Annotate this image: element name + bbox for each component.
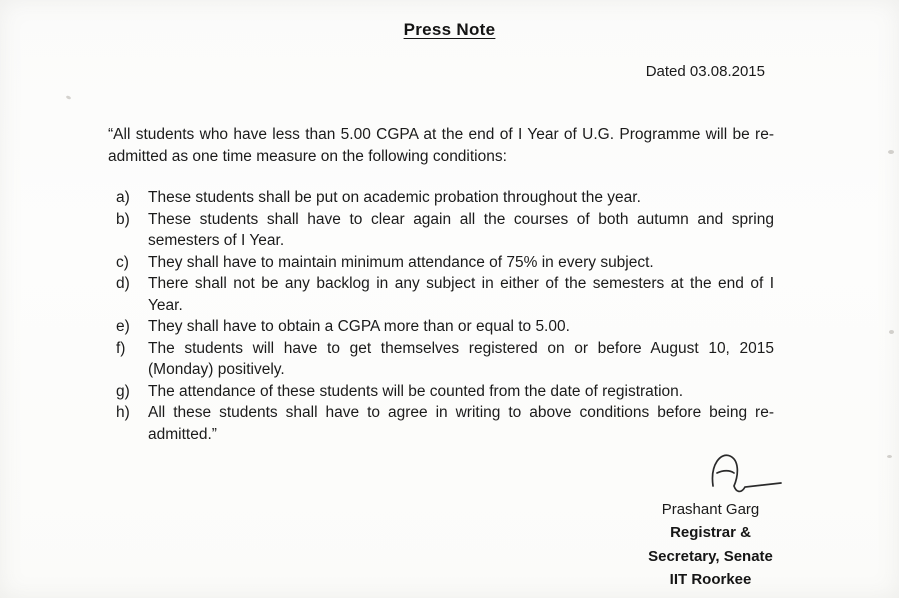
list-item (116, 273, 774, 316)
list-item-text: All these students shall have to agree in writing to above conditions before being re-admitted.” (148, 404, 774, 443)
handwritten-signature-icon (703, 448, 789, 496)
list-item-text: There shall not be any backlog in any subject in either of the semesters at the end of I Year. (148, 275, 774, 314)
list-item (116, 402, 774, 445)
signatory-name: Prashant Garg (661, 501, 760, 518)
list-item-label: a) (116, 189, 130, 206)
list-item (116, 338, 774, 381)
list-item-label: f) (116, 339, 126, 357)
list-item-text: The students will have to get themselves registered on or before August 10, 2015 (Monday) positively. (148, 339, 774, 378)
conditions-list (108, 187, 774, 445)
list-item-text: The attendance of these students will be counted from the date of registration. (148, 382, 684, 400)
document-date: Dated 03.08.2015 (645, 63, 765, 80)
list-item (116, 316, 774, 338)
signatory-title: Secretary, Senate (648, 547, 773, 565)
scan-artifact (888, 150, 894, 154)
list-item-text: These students shall have to clear again all the courses of both autumn and spring semesters of I Year. (148, 210, 774, 249)
signatory-title: Registrar & (670, 524, 751, 541)
document-body (108, 124, 774, 445)
intro-paragraph: “All students who have less than 5.00 CGPA at the end of I Year of U.G. Programme will be re-admitted as one time measure on the following conditions: (108, 126, 774, 165)
list-item-text: They shall have to maintain minimum attendance of 75% in every subject. (148, 253, 654, 271)
list-item-text: They shall have to obtain a CGPA more than or equal to 5.00. (148, 318, 570, 335)
list-item-label: h) (116, 404, 130, 421)
scan-artifact (887, 455, 892, 458)
list-item (116, 252, 774, 274)
scan-artifact (66, 95, 72, 100)
list-item-label: c) (116, 253, 129, 271)
list-item-text: These students shall be put on academic probation throughout the year. (148, 189, 641, 206)
signature-block (618, 448, 803, 592)
list-item (116, 209, 774, 252)
signatory-title: IIT Roorkee (669, 571, 752, 588)
document-title: Press Note (403, 20, 496, 39)
list-item-label: e) (116, 318, 130, 335)
scan-artifact (889, 330, 894, 334)
list-item-label: g) (116, 382, 130, 400)
list-item-label: b) (116, 210, 130, 228)
list-item (116, 187, 774, 209)
list-item-label: d) (116, 275, 130, 292)
list-item (116, 381, 774, 403)
